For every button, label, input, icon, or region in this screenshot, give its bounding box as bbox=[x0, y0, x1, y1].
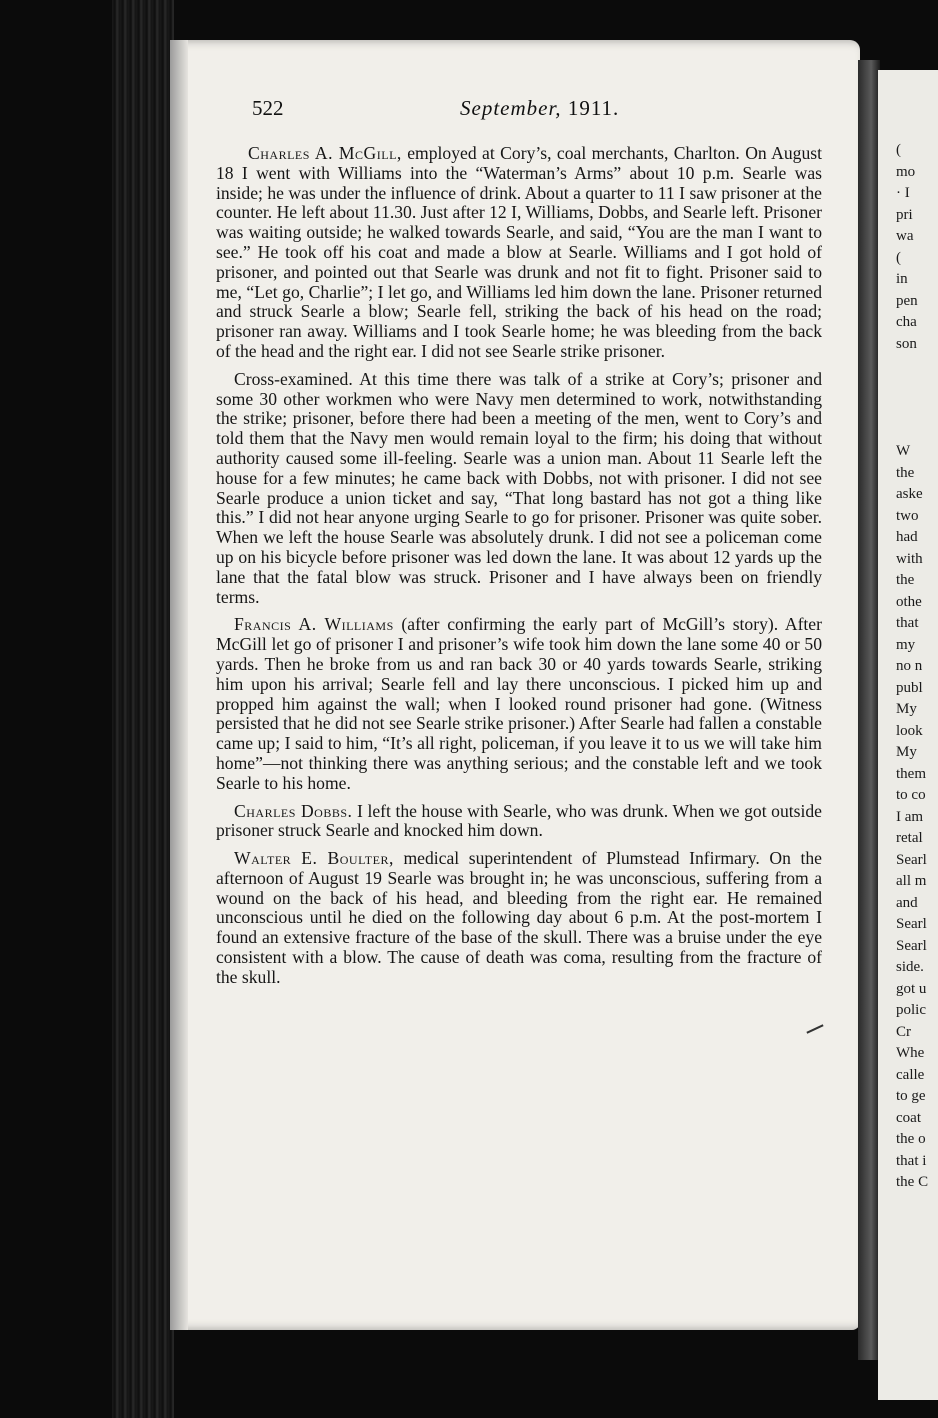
right-page-fragment: in bbox=[896, 271, 908, 287]
right-page-fragment: the bbox=[896, 572, 915, 588]
right-page-fragment: look bbox=[896, 722, 923, 739]
right-page-fragment: cha bbox=[896, 314, 917, 330]
right-page-fragment: mo bbox=[896, 163, 916, 180]
right-page-fragment: Searl bbox=[896, 851, 927, 868]
testimony-mcgill bbox=[216, 144, 822, 362]
right-page-fragment bbox=[896, 377, 926, 399]
right-page-fragment: publ bbox=[896, 679, 923, 696]
right-page-fragment: coat bbox=[896, 1109, 921, 1126]
right-page-fragment: othe bbox=[896, 593, 922, 610]
right-page-fragment: my bbox=[896, 636, 916, 653]
right-page-fragment: two bbox=[896, 507, 919, 524]
testimony-text: Cross-examined. At this time there was talk of a strike at Cory’s; prisoner and some 30 other workmen who were Navy men determined to work, notwithstanding the strike; prisoner, before there had been a meeting of the men, went to Cory’s and told them that the Navy men would remain loyal to the firm; his doing that without authority caused some ill-feeling. Searle was a union man. About 11 Searle left the house for a few minutes; he came back with Dobbs, not with prisoner. I did not see Searle produce a union ticket and say, “That long bastard has not got a thing like this.” I did not hear anyone urging Searle to go for prisoner. Prisoner was quite sober. When we left the house Searle was absolutely drunk. I did not see a policeman come up on his bicycle before prisoner was led down the lane. It was about 12 yards up the lane that the fatal blow was struck. Prisoner and I have always been on friendly terms. bbox=[216, 368, 822, 607]
right-page-fragment: I am bbox=[896, 808, 924, 825]
right-page-fragment: ( bbox=[896, 249, 901, 266]
speaker-name: Francis A. Williams bbox=[234, 614, 394, 635]
right-page-fragment: to co bbox=[896, 787, 926, 803]
right-page-fragment: My bbox=[896, 701, 917, 717]
right-page-fragment: the o bbox=[896, 1131, 926, 1147]
right-page-fragment: aske bbox=[896, 486, 923, 502]
right-page-fragment: that i bbox=[896, 1152, 927, 1169]
body-text bbox=[216, 144, 822, 996]
testimony-boulter bbox=[216, 849, 822, 988]
right-page-fragment: the C bbox=[896, 1174, 929, 1190]
right-page-text bbox=[896, 140, 929, 1194]
testimony-williams bbox=[216, 615, 822, 793]
right-page-fragment: retal bbox=[896, 830, 923, 846]
right-page-fragment: Whe bbox=[896, 1045, 925, 1061]
book-spine bbox=[112, 0, 174, 1418]
right-page-fragment bbox=[896, 398, 926, 420]
right-page-fragment: polic bbox=[896, 1002, 926, 1018]
running-title-year: 1911. bbox=[567, 96, 620, 120]
right-page-fragment: · I bbox=[896, 185, 910, 201]
cross-examination bbox=[216, 370, 822, 608]
testimony-dobbs bbox=[216, 802, 822, 842]
running-title-month: September, bbox=[460, 96, 562, 120]
testimony-text: I left the house with Searle, who was drunk. When we got outside prisoner struck Searle and knocked him down. bbox=[216, 800, 822, 841]
right-page-fragment: pen bbox=[896, 292, 918, 309]
right-page-fragment: pri bbox=[896, 206, 913, 223]
page-header bbox=[252, 94, 852, 134]
right-page-fold bbox=[858, 60, 880, 1360]
right-page-fragment: ( bbox=[896, 142, 901, 158]
right-page-fragment: son bbox=[896, 335, 917, 352]
testimony-text: medical superintendent of Plumstead Infirmary. On the afternoon of August 19 Searle was brought in; he was unconscious, suffering from a wound on the back of his head, and bleeding from the right ear. He remained unconscious until he died on the following day about 6 p.m. At the post-mortem I found an extensive fracture of the base of the skull. There was a bruise under the eye consistent with a blow. The cause of death was coma, resulting from the fracture of the skull. bbox=[216, 848, 822, 987]
right-page-fragment: Searl bbox=[896, 916, 927, 932]
right-page-fragment: got u bbox=[896, 980, 927, 997]
right-page-fragment: calle bbox=[896, 1066, 925, 1083]
right-page-fragment: that bbox=[896, 615, 919, 631]
right-page-fragment bbox=[896, 420, 926, 442]
speaker-name: Walter E. Boulter, bbox=[234, 848, 394, 869]
right-page-fragment: and bbox=[896, 894, 918, 911]
page-gutter-shadow bbox=[170, 40, 188, 1330]
testimony-text: (after confirming the early part of McGill’s story). After McGill let go of prisoner I and prisoner’s wife took him down the lane some 40 or 50 yards. Then he broke from us and ran back 30 or 40 yards towards Searle, striking him upon his arrival; Searle fell and lay there unconscious. I picked him up and propped him against the wall; when I looked round prisoner had gone. (Witness persisted that he did not see Searle strike prisoner.) After Searle had fallen a constable came up; I said to him, “It’s all right, policeman, if you leave it to us we will take him home”—not thinking there was anything serious; and the constable left and we took Searle to his home. bbox=[216, 614, 822, 793]
right-page-fragment: had bbox=[896, 529, 918, 545]
speaker-name: Charles A. McGill, bbox=[248, 143, 402, 163]
right-page-fragment: all m bbox=[896, 873, 927, 889]
right-page-fragment bbox=[896, 355, 926, 377]
right-page-fragment: with bbox=[896, 550, 923, 567]
right-page-fragment: to ge bbox=[896, 1088, 926, 1104]
right-page-fragment: side. bbox=[896, 959, 924, 975]
right-page-fragment: no n bbox=[896, 658, 923, 674]
right-page-fragment: Cr bbox=[896, 1023, 911, 1040]
right-page-fragment: them bbox=[896, 765, 926, 782]
right-page-fragment: Searl bbox=[896, 937, 927, 954]
right-page-fragment: My bbox=[896, 744, 917, 760]
speaker-name: Charles Dobbs. bbox=[234, 800, 353, 821]
right-page-fragment: the bbox=[896, 464, 915, 481]
right-page-fragment: wa bbox=[896, 228, 914, 244]
running-title bbox=[460, 96, 619, 121]
right-page-fragment: W bbox=[896, 443, 911, 459]
page-number: 522 bbox=[252, 96, 284, 120]
testimony-text: employed at Cory’s, coal merchants, Charlton. On August 18 I went with Williams into the “Waterman’s Arms” about 10 p.m. Searle was inside; he was under the influence of drink. About a quarter to 11 I saw prisoner at the counter. He left about 11.30. Just after 12 I, Williams, Dobbs, and Searle left. Prisoner was waiting outside; he walked towards Searle, and said, “You are the man I want to see.” He took off his coat and made a blow at Searle. Williams and I got hold of prisoner, and pointed out that Searle was drunk and not fit to fight. Prisoner said to me, “Let go, Charlie”; I let go, and Williams led him down the lane. Prisoner returned and struck Searle a blow; Searle fell, striking the back of his head on the road; prisoner ran away. Williams and I took Searle home; he was bleeding from the back of the head and the right ear. I did not see Searle strike prisoner. bbox=[216, 143, 822, 361]
